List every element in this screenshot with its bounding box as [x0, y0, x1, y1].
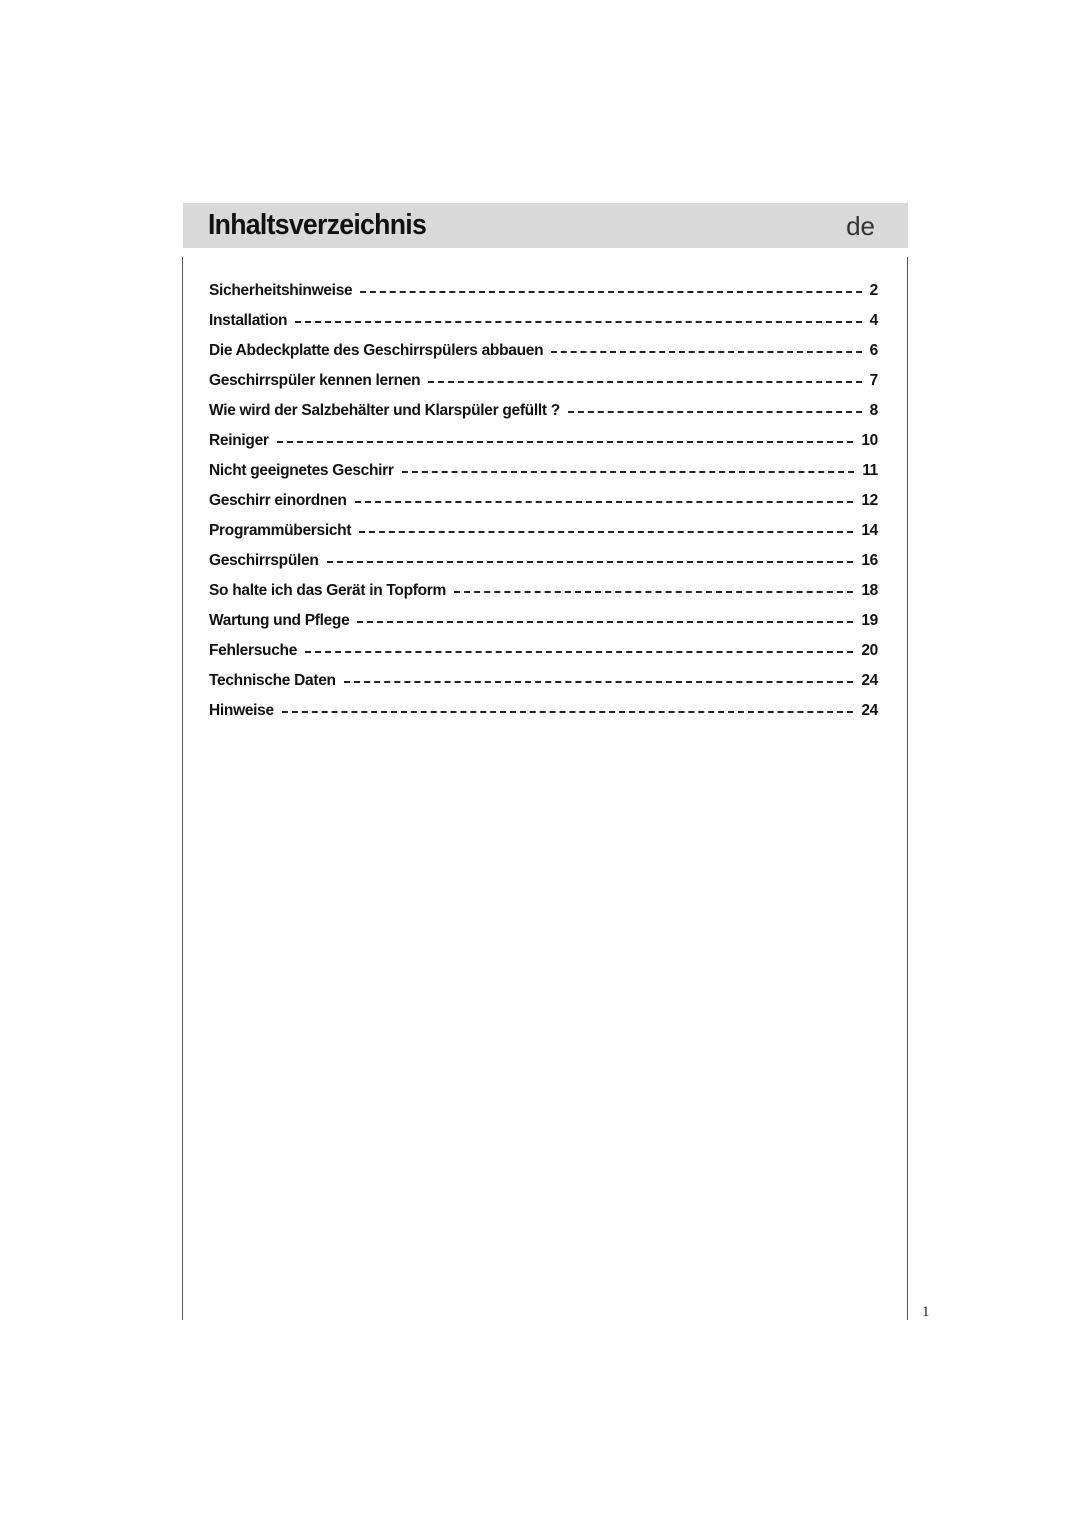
toc-leader — [327, 561, 854, 563]
toc-entry[interactable] — [209, 576, 878, 606]
toc-entry[interactable] — [209, 426, 878, 456]
toc-entry-title: Programmübersicht — [209, 522, 352, 539]
toc-leader — [428, 381, 861, 383]
toc-entry-title: Sicherheitshinweise — [209, 282, 353, 299]
toc-leader — [551, 351, 861, 353]
toc-leader — [355, 501, 854, 503]
toc-entry-title: Reiniger — [209, 432, 269, 449]
toc-leader — [357, 621, 853, 623]
toc-entry[interactable] — [209, 636, 878, 666]
toc-entry-page: 4 — [869, 312, 878, 329]
toc-leader — [568, 411, 862, 413]
right-margin-rule — [907, 257, 908, 1320]
toc-entry[interactable] — [209, 306, 878, 336]
toc-leader — [282, 711, 854, 713]
toc-entry-title: Geschirrspülen — [209, 552, 319, 569]
toc-entry-page: 12 — [861, 492, 878, 509]
toc-entry-page: 7 — [869, 372, 878, 389]
toc-entry-page: 6 — [869, 342, 878, 359]
toc-entry-page: 2 — [869, 282, 878, 299]
toc-leader — [359, 531, 853, 533]
toc-entry[interactable] — [209, 366, 878, 396]
toc-leader — [295, 321, 861, 323]
toc-entry[interactable] — [209, 516, 878, 546]
toc-entry-page: 18 — [861, 582, 878, 599]
toc-entry[interactable] — [209, 336, 878, 366]
toc-entry[interactable] — [209, 456, 878, 486]
toc-entry-title: So halte ich das Gerät in Topform — [209, 582, 446, 599]
toc-leader — [454, 591, 853, 593]
header-bar — [183, 203, 908, 248]
toc-entry-page: 11 — [862, 462, 878, 479]
toc-entry-title: Die Abdeckplatte des Geschirrspülers abbauen — [209, 342, 544, 359]
toc-entry-title: Installation — [209, 312, 288, 329]
toc-entry-title: Geschirr einordnen — [209, 492, 347, 509]
toc-entry-page: 10 — [861, 432, 878, 449]
toc-leader — [344, 681, 854, 683]
toc-entry-title: Hinweise — [209, 702, 274, 719]
toc-leader — [277, 441, 854, 443]
toc-entry-page: 24 — [861, 672, 878, 689]
toc-leader — [360, 291, 861, 293]
toc-entry[interactable] — [209, 696, 878, 726]
toc-entry-title: Nicht geeignetes Geschirr — [209, 462, 394, 479]
toc-entry-page: 16 — [861, 552, 878, 569]
page-number: 1 — [922, 1304, 930, 1320]
language-code: de — [846, 211, 875, 241]
toc-entry[interactable] — [209, 396, 878, 426]
toc-entry-title: Wie wird der Salzbehälter und Klarspüler gefüllt ? — [209, 402, 560, 419]
toc-entry-page: 24 — [861, 702, 878, 719]
toc-entry[interactable] — [209, 606, 878, 636]
toc-entry-title: Geschirrspüler kennen lernen — [209, 372, 421, 389]
toc-entry-page: 20 — [861, 642, 878, 659]
toc-entry-title: Technische Daten — [209, 672, 336, 689]
toc-leader — [305, 651, 853, 653]
table-of-contents — [209, 276, 878, 726]
toc-entry-page: 8 — [869, 402, 878, 419]
toc-entry[interactable] — [209, 276, 878, 306]
toc-entry[interactable] — [209, 666, 878, 696]
toc-entry-title: Fehlersuche — [209, 642, 298, 659]
toc-entry-page: 14 — [861, 522, 878, 539]
left-margin-rule — [182, 257, 183, 1320]
toc-entry-page: 19 — [861, 612, 878, 629]
toc-entry[interactable] — [209, 486, 878, 516]
toc-leader — [402, 471, 855, 473]
toc-entry[interactable] — [209, 546, 878, 576]
page-title: Inhaltsverzeichnis — [208, 209, 427, 241]
toc-entry-title: Wartung und Pflege — [209, 612, 350, 629]
